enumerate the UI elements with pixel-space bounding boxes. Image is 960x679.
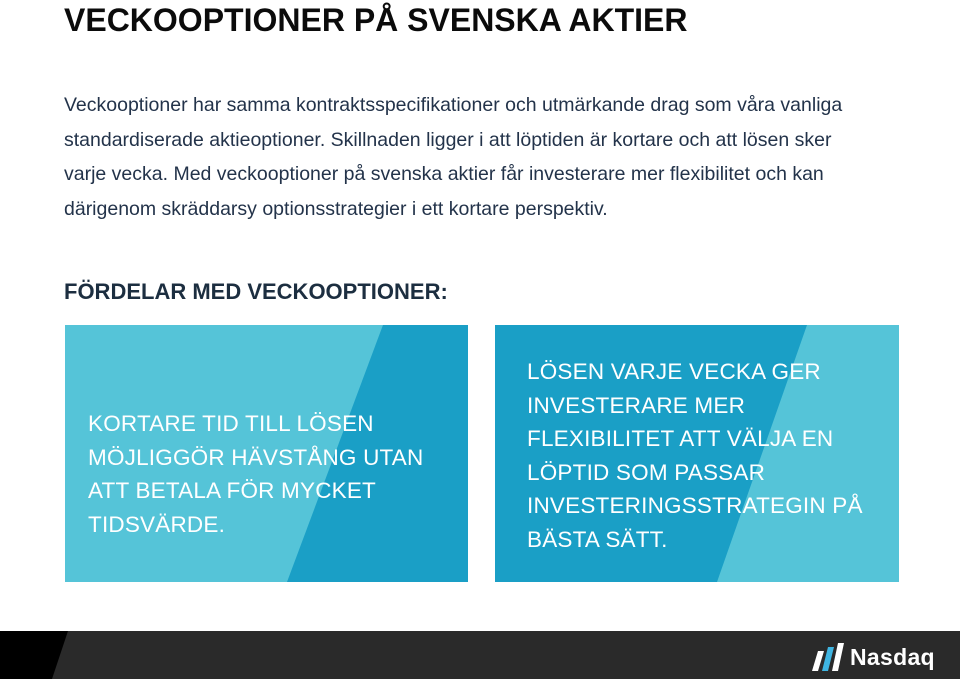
section-heading: FÖRDELAR MED VECKOOPTIONER:: [64, 279, 448, 304]
intro-paragraph: Veckooptioner har samma kontraktsspecifikationer och utmärkande drag som våra vanliga standardiserade aktieoptioner. Skillnaden ligger i att löptiden är kortare och att lösen sker varje vecka. Med veckooptioner på svenska aktier får investerare mer flexibilitet och kan därigenom skräddarsy optionsstrategier i ett kortare perspektiv.: [64, 94, 843, 220]
nasdaq-logo: [810, 640, 935, 674]
benefit-card-short-time: [65, 325, 468, 582]
benefit-card-text: LÖSEN VARJE VECKA GER INVESTERARE MER FLEXIBILITET ATT VÄLJA EN LÖPTID SOM PASSAR INVESTERINGSSTRATEGIN PÅ BÄSTA SÄTT.: [527, 359, 863, 552]
nasdaq-logo-text: Nasdaq: [850, 643, 935, 670]
slide-title: VECKOOPTIONER PÅ SVENSKA AKTIER: [64, 2, 688, 38]
benefit-card-text: KORTARE TID TILL LÖSEN MÖJLIGGÖR HÄVSTÅNG UTAN ATT BETALA FÖR MYCKET TIDSVÄRDE.: [88, 411, 424, 537]
nasdaq-mark-icon: [810, 641, 846, 673]
benefit-card-weekly-expiry: [495, 325, 899, 582]
